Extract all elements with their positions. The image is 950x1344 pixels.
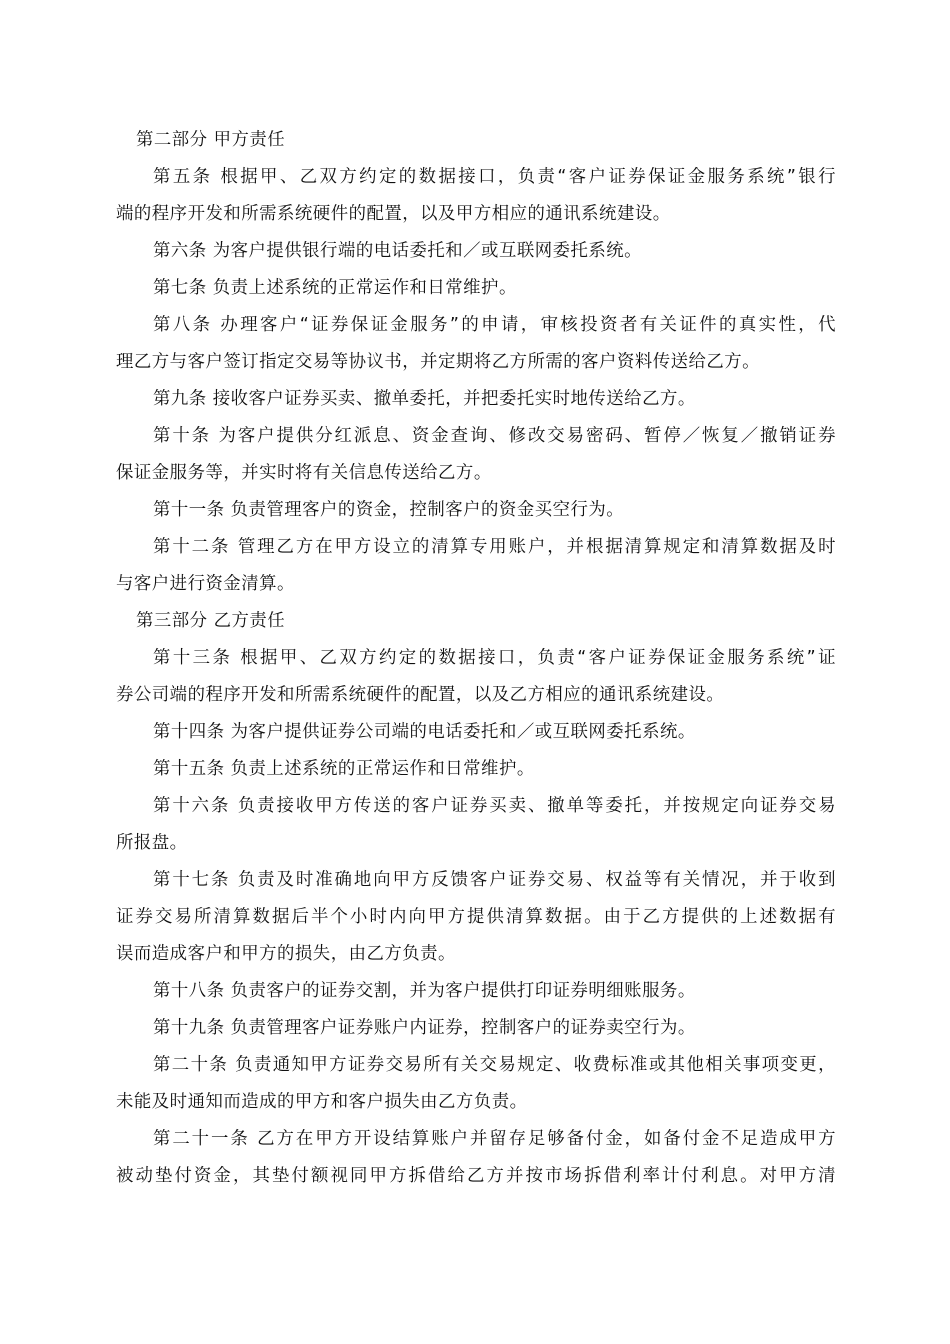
article-first-line: 第十四条 为客户提供证券公司端的电话委托和／或互联网委托系统。 <box>153 722 696 742</box>
article-first-line: 第十六条 负责接收甲方传送的客户证券买卖、撤单等委托，并按规定向证券交易 <box>153 796 836 816</box>
article-continuation-line: 所报盘。 <box>116 833 188 853</box>
article-continuation-line: 保证金服务等，并实时将有关信息传送给乙方。 <box>116 463 492 483</box>
article-first-line: 第十五条 负责上述系统的正常运作和日常维护。 <box>153 759 535 779</box>
article-first-line: 第九条 接收客户证券买卖、撤单委托，并把委托实时地传送给乙方。 <box>153 389 696 409</box>
article-continuation-line: 与客户进行资金清算。 <box>116 574 295 594</box>
article-first-line: 第十七条 负责及时准确地向甲方反馈客户证券交易、权益等有关情况，并于收到 <box>153 870 836 890</box>
article-first-line: 第五条 根据甲、乙双方约定的数据接口，负责“客户证券保证金服务系统”银行 <box>153 167 836 187</box>
article-continuation-line: 误而造成客户和甲方的损失，由乙方负责。 <box>116 944 456 964</box>
article-first-line: 第十九条 负责管理客户证券账户内证券，控制客户的证券卖空行为。 <box>153 1018 696 1038</box>
article-first-line: 第八条 办理客户“证券保证金服务”的申请，审核投资者有关证件的真实性，代 <box>153 315 836 335</box>
article-first-line: 第六条 为客户提供银行端的电话委托和／或互联网委托系统。 <box>153 241 643 261</box>
section-heading: 第二部分 甲方责任 <box>136 130 286 150</box>
section-heading: 第三部分 乙方责任 <box>136 611 286 631</box>
article-continuation-line: 被动垫付资金，其垫付额视同甲方拆借给乙方并按市场拆借利率计付利息。对甲方清 <box>116 1166 836 1186</box>
article-first-line: 第十条 为客户提供分红派息、资金查询、修改交易密码、暂停／恢复／撤销证券 <box>153 426 836 446</box>
document-body <box>116 122 836 1195</box>
article-continuation-line: 券公司端的程序开发和所需系统硬件的配置，以及乙方相应的通讯系统建设。 <box>116 685 725 705</box>
article-first-line: 第七条 负责上述系统的正常运作和日常维护。 <box>153 278 517 298</box>
article-continuation-line: 理乙方与客户签订指定交易等协议书，并定期将乙方所需的客户资料传送给乙方。 <box>116 352 761 372</box>
article-continuation-line: 证券交易所清算数据后半个小时内向甲方提供清算数据。由于乙方提供的上述数据有 <box>116 907 836 927</box>
article-first-line: 第二十一条 乙方在甲方开设结算账户并留存足够备付金，如备付金不足造成甲方 <box>153 1129 836 1149</box>
article-continuation-line: 未能及时通知而造成的甲方和客户损失由乙方负责。 <box>116 1092 528 1112</box>
article-first-line: 第十八条 负责客户的证券交割，并为客户提供打印证券明细账服务。 <box>153 981 696 1001</box>
article-first-line: 第十二条 管理乙方在甲方设立的清算专用账户，并根据清算规定和清算数据及时 <box>153 537 836 557</box>
article-first-line: 第二十条 负责通知甲方证券交易所有关交易规定、收费标准或其他相关事项变更， <box>153 1055 836 1075</box>
article-first-line: 第十三条 根据甲、乙双方约定的数据接口，负责“客户证券保证金服务系统”证 <box>153 648 836 668</box>
article-continuation-line: 端的程序开发和所需系统硬件的配置，以及甲方相应的通讯系统建设。 <box>116 204 671 224</box>
article-first-line: 第十一条 负责管理客户的资金，控制客户的资金买空行为。 <box>153 500 625 520</box>
